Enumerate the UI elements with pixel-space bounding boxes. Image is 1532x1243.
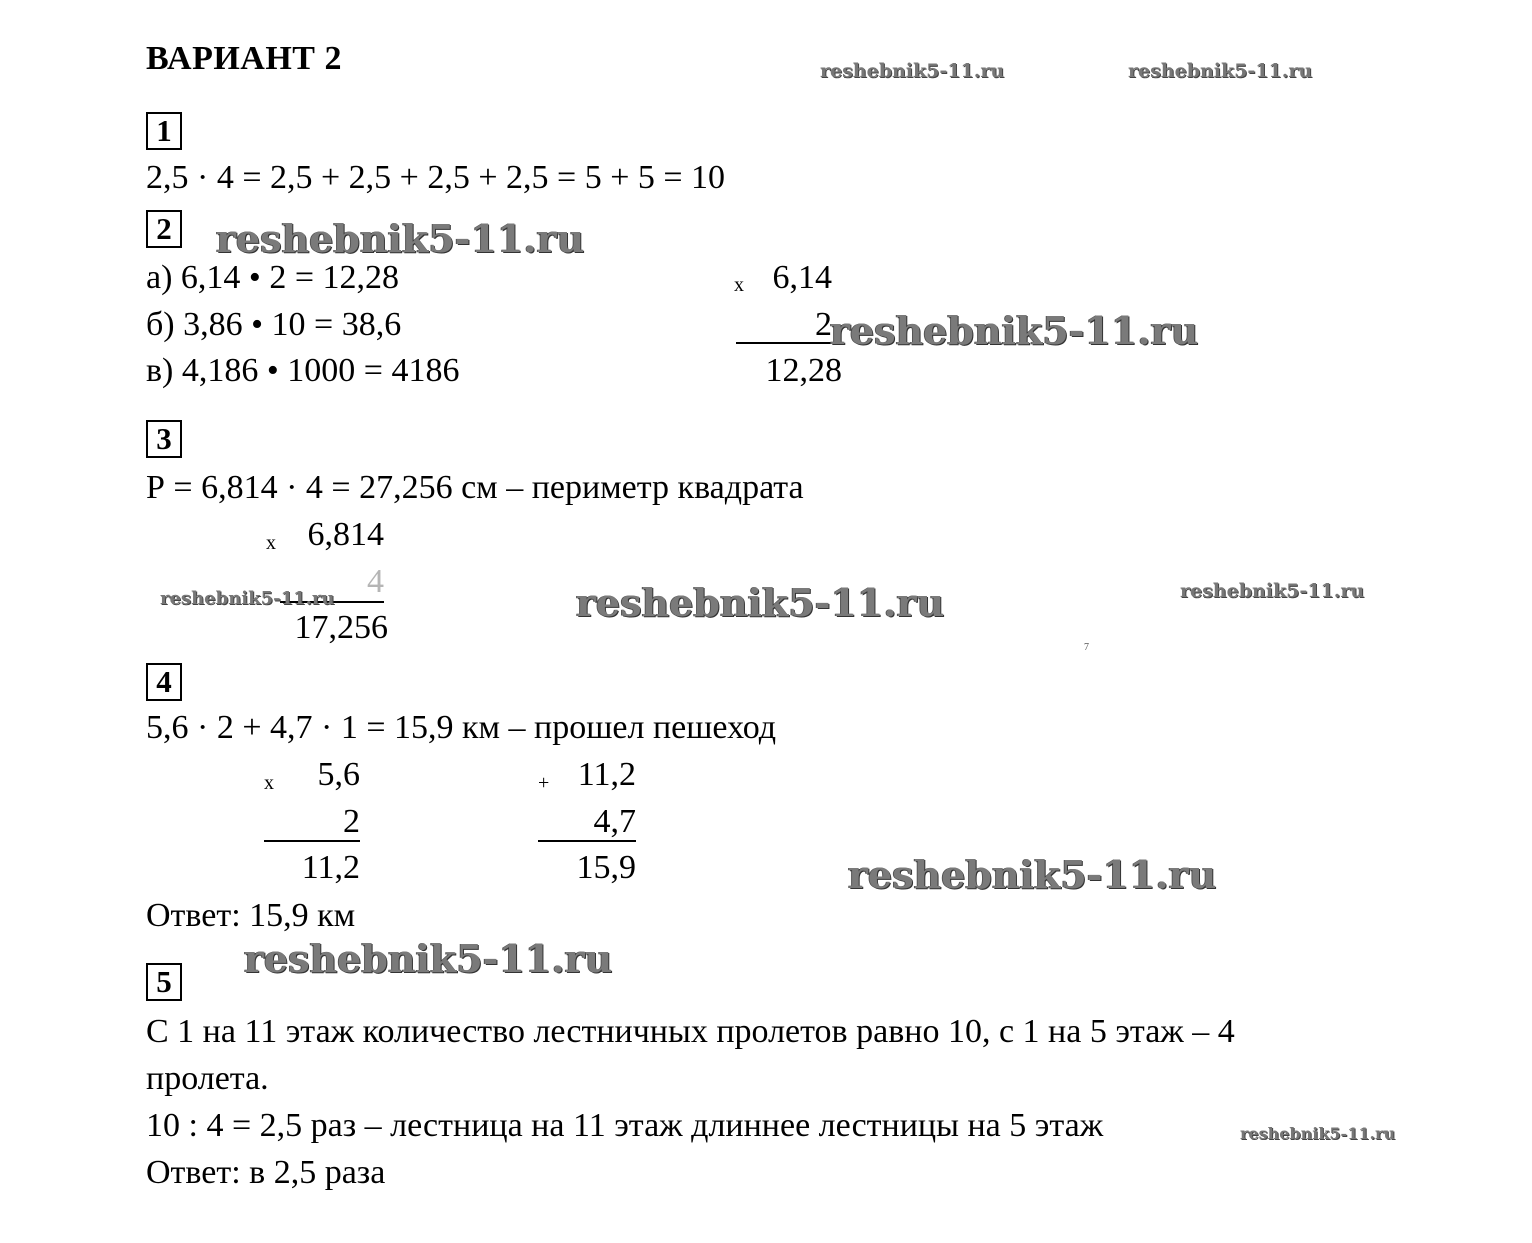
task-4-number: 4 xyxy=(146,663,182,701)
task-1-solution: 2,5 · 4 = 2,5 + 2,5 + 2,5 + 2,5 = 5 + 5 = 10 xyxy=(146,159,726,196)
column-rule xyxy=(736,342,832,344)
watermark: reshebnik5-11.ru xyxy=(160,588,335,609)
task-1-number: 1 xyxy=(146,112,182,150)
column-result: 15,9 xyxy=(576,849,636,886)
plus-sign: + xyxy=(538,772,550,794)
watermark: reshebnik5-11.ru xyxy=(830,308,1199,353)
task-2-line-a: а) 6,14 • 2 = 12,28 xyxy=(146,259,399,296)
watermark: reshebnik5-11.ru xyxy=(1128,60,1313,82)
watermark: reshebnik5-11.ru xyxy=(848,852,1217,897)
column-top: 5,6 xyxy=(317,756,360,793)
watermark: reshebnik5-11.ru xyxy=(820,60,1005,82)
watermark: reshebnik5-11.ru xyxy=(1240,1124,1396,1143)
column-factor: 2 xyxy=(343,803,360,840)
multiply-sign: x xyxy=(734,274,744,296)
column-result: 12,28 xyxy=(765,352,842,389)
column-top: 6,14 xyxy=(772,259,832,296)
task-5-number: 5 xyxy=(146,963,182,1001)
task-5-line-1: С 1 на 11 этаж количество лестничных пролетов равно 10, с 1 на 5 этаж – 4 xyxy=(146,1013,1235,1050)
column-top: 6,814 xyxy=(307,516,384,553)
watermark: reshebnik5-11.ru xyxy=(1180,580,1365,602)
column-result: 17,256 xyxy=(294,609,388,646)
stray-mark: 7 xyxy=(1084,642,1089,653)
multiply-sign: x xyxy=(266,532,276,554)
watermark: reshebnik5-11.ru xyxy=(244,936,613,981)
watermark: reshebnik5-11.ru xyxy=(576,580,945,625)
column-result: 11,2 xyxy=(301,849,360,886)
task-3-number: 3 xyxy=(146,420,182,458)
column-top: 11,2 xyxy=(577,756,636,793)
column-addend: 4,7 xyxy=(593,803,636,840)
multiply-sign: x xyxy=(264,772,274,794)
watermark: reshebnik5-11.ru xyxy=(216,216,585,261)
task-5-line-3: 10 : 4 = 2,5 раз – лестница на 11 этаж длиннее лестницы на 5 этаж xyxy=(146,1107,1104,1144)
column-factor: 4 xyxy=(367,563,384,600)
task-5-line-2: пролета. xyxy=(146,1060,269,1097)
column-rule xyxy=(538,840,636,842)
page-title: ВАРИАНТ 2 xyxy=(146,40,342,77)
column-rule xyxy=(264,840,360,842)
task-2-line-b: б) 3,86 • 10 = 38,6 xyxy=(146,306,402,343)
task-2-number: 2 xyxy=(146,210,182,248)
task-3-solution: Р = 6,814 · 4 = 27,256 см – периметр квадрата xyxy=(146,469,804,506)
task-4-solution: 5,6 · 2 + 4,7 · 1 = 15,9 км – прошел пешеход xyxy=(146,709,777,746)
task-5-answer: Ответ: в 2,5 раза xyxy=(146,1154,386,1191)
task-4-answer: Ответ: 15,9 км xyxy=(146,897,356,934)
task-2-line-c: в) 4,186 • 1000 = 4186 xyxy=(146,352,460,389)
column-factor: 2 xyxy=(815,306,832,343)
